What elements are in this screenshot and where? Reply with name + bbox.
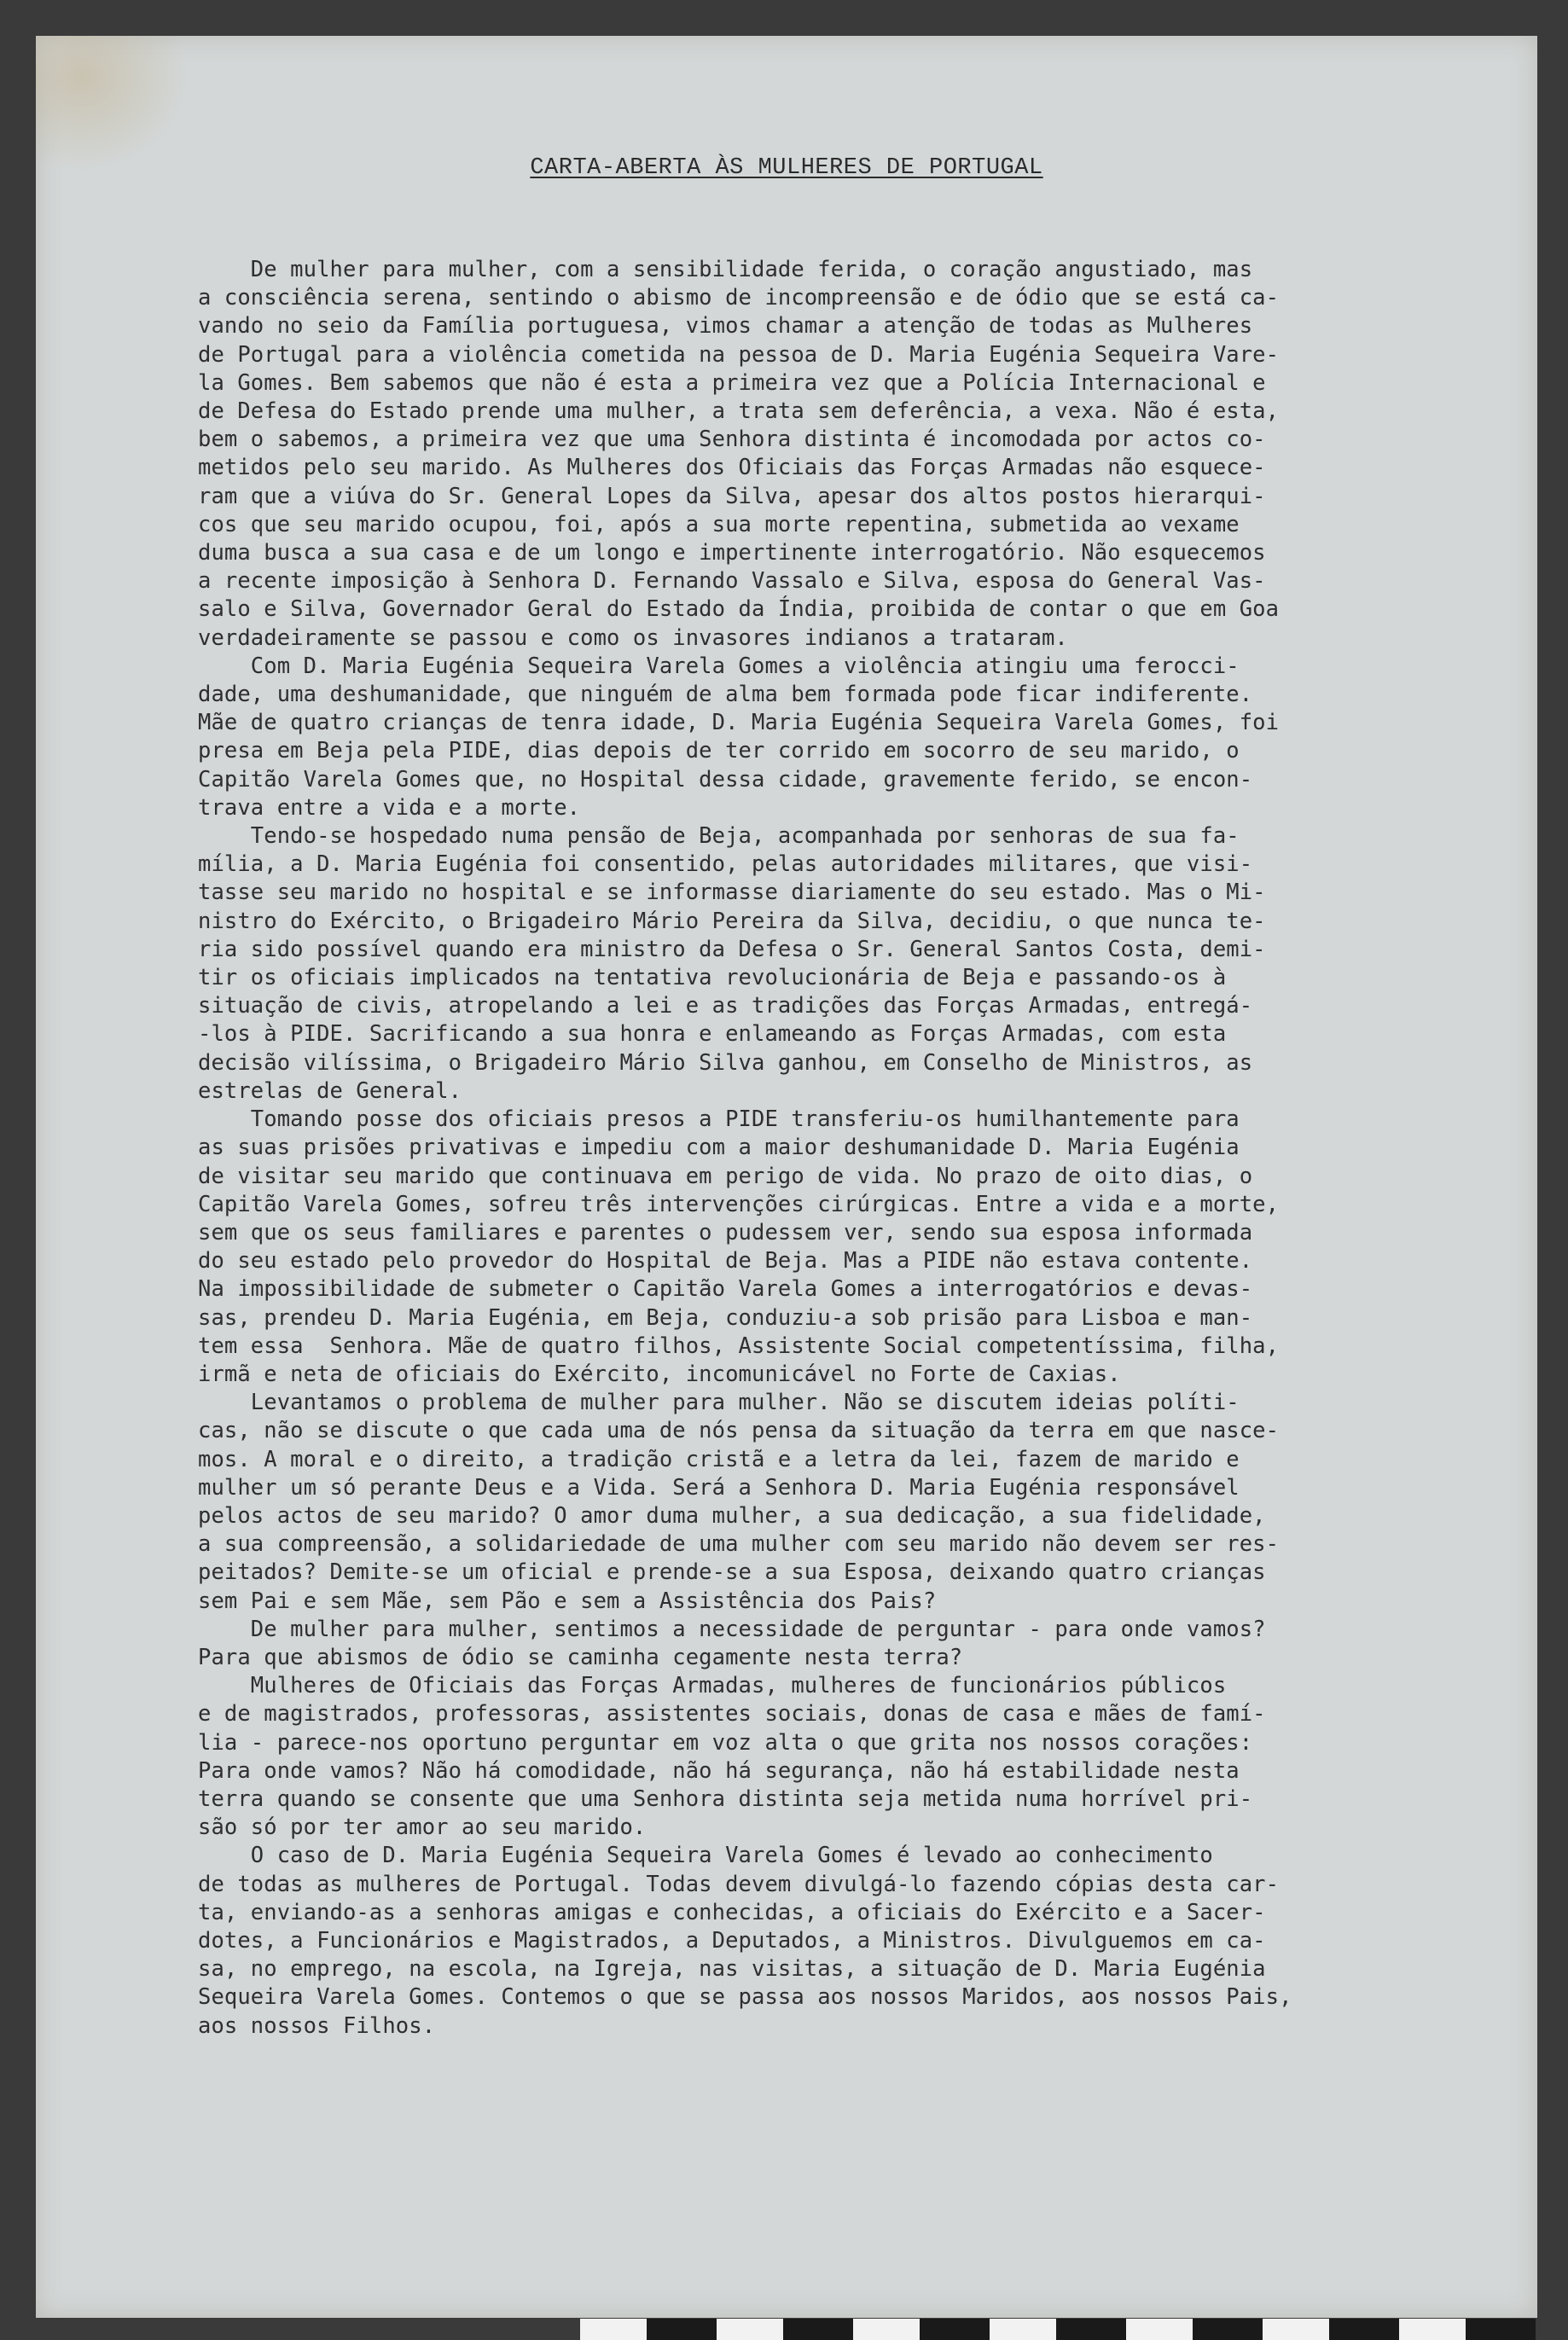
text-line: De mulher para mulher, sentimos a necessidade de perguntar - para onde vamos? bbox=[198, 1616, 1266, 1642]
text-line: Sequeira Varela Gomes. Contemos o que se passa aos nossos Maridos, aos nossos Pais, bbox=[198, 1984, 1292, 2011]
text-line: Tomando posse dos oficiais presos a PIDE transferiu-os humilhantemente para bbox=[198, 1106, 1240, 1133]
text-line: ta, enviando-as a senhoras amigas e conhecidas, a oficiais do Exército e a Sacer- bbox=[198, 1899, 1266, 1925]
text-line: Capitão Varela Gomes que, no Hospital dessa cidade, gravemente ferido, se encon- bbox=[198, 766, 1253, 793]
text-line: presa em Beja pela PIDE, dias depois de ter corrido em socorro de seu marido, o bbox=[198, 738, 1240, 764]
text-line: a sua compreensão, a solidariedade de uma mulher com seu marido não devem ser res- bbox=[198, 1531, 1280, 1558]
text-line: a recente imposição à Senhora D. Fernando Vassalo e Silva, esposa do General Vas- bbox=[198, 568, 1266, 595]
document-page bbox=[36, 36, 1537, 2318]
text-line: bem o sabemos, a primeira vez que uma Senhora distinta é incomodada por actos co- bbox=[198, 427, 1266, 453]
text-line: de Portugal para a violência cometida na pessoa de D. Maria Eugénia Sequeira Vare- bbox=[198, 341, 1280, 368]
text-line: Tendo-se hospedado numa pensão de Beja, acompanhada por senhoras de sua fa- bbox=[198, 823, 1240, 850]
text-line: aos nossos Filhos. bbox=[198, 2012, 436, 2039]
text-line: sa, no emprego, na escola, na Igreja, nas visitas, a situação de D. Maria Eugénia bbox=[198, 1956, 1266, 1983]
text-line: dotes, a Funcionários e Magistrados, a Deputados, a Ministros. Divulguemos em ca- bbox=[198, 1927, 1266, 1954]
text-line: ram que a viúva do Sr. General Lopes da Silva, apesar dos altos postos hierarqui- bbox=[198, 483, 1266, 509]
text-line: tem essa Senhora. Mãe de quatro filhos, Assistente Social competentíssima, filha, bbox=[198, 1333, 1280, 1359]
text-line: nistro do Exército, o Brigadeiro Mário Pereira da Silva, decidiu, o que nunca te- bbox=[198, 908, 1266, 934]
text-line: tir os oficiais implicados na tentativa revolucionária de Beja e passando-os à bbox=[198, 965, 1227, 991]
text-line: sas, prendeu D. Maria Eugénia, em Beja, conduziu-a sob prisão para Lisboa e man- bbox=[198, 1304, 1253, 1331]
text-line: Na impossibilidade de submeter o Capitão Varela Gomes a interrogatórios e devas- bbox=[198, 1276, 1253, 1303]
document-body bbox=[198, 256, 1478, 2041]
text-line: Para que abismos de ódio se caminha cegamente nesta terra? bbox=[198, 1644, 963, 1670]
text-line: duma busca a sua casa e de um longo e impertinente interrogatório. Não esquecemos bbox=[198, 540, 1266, 566]
text-line: de visitar seu marido que continuava em perigo de vida. No prazo de oito dias, o bbox=[198, 1163, 1253, 1189]
text-line: de Defesa do Estado prende uma mulher, a trata sem deferência, a vexa. Não é esta, bbox=[198, 398, 1280, 425]
text-line: Com D. Maria Eugénia Sequeira Varela Gomes a violência atingiu uma ferocci- bbox=[198, 653, 1240, 679]
text-line: mulher um só perante Deus e a Vida. Será a Senhora D. Maria Eugénia responsável bbox=[198, 1474, 1240, 1501]
text-line: la Gomes. Bem sabemos que não é esta a primeira vez que a Polícia Internacional e bbox=[198, 369, 1266, 396]
text-line: cas, não se discute o que cada uma de nós pensa da situação da terra em que nasce- bbox=[198, 1418, 1280, 1444]
text-line: ria sido possível quando era ministro da Defesa o Sr. General Santos Costa, demi- bbox=[198, 936, 1266, 962]
text-line: são só por ter amor ao seu marido. bbox=[198, 1815, 647, 1841]
text-line: mília, a D. Maria Eugénia foi consentido, pelas autoridades militares, que visi- bbox=[198, 851, 1253, 878]
text-line: mos. A moral e o direito, a tradição cristã e a letra da lei, fazem de marido e bbox=[198, 1446, 1240, 1472]
text-line: metidos pelo seu marido. As Mulheres dos Oficiais das Forças Armadas não esquece- bbox=[198, 455, 1266, 481]
text-line: do seu estado pelo provedor do Hospital de Beja. Mas a PIDE não estava contente. bbox=[198, 1248, 1253, 1275]
text-line: vando no seio da Família portuguesa, vimos chamar a atenção de todas as Mulheres bbox=[198, 313, 1253, 340]
text-line: decisão vilíssima, o Brigadeiro Mário Silva ganhou, em Conselho de Ministros, as bbox=[198, 1049, 1253, 1076]
scale-ruler bbox=[580, 2319, 1536, 2340]
text-line: irmã e neta de oficiais do Exército, incomunicável no Forte de Caxias. bbox=[198, 1361, 1121, 1387]
document-title-text: CARTA-ABERTA ÀS MULHERES DE PORTUGAL bbox=[530, 155, 1043, 181]
text-line: e de magistrados, professoras, assistentes sociais, donas de casa e mães de famí- bbox=[198, 1701, 1266, 1727]
text-line: sem Pai e sem Mãe, sem Pão e sem a Assistência dos Pais? bbox=[198, 1588, 937, 1614]
text-line: cos que seu marido ocupou, foi, após a sua morte repentina, submetida ao vexame bbox=[198, 511, 1240, 537]
text-line: terra quando se consente que uma Senhora distinta seja metida numa horrível pri- bbox=[198, 1785, 1253, 1812]
text-line: Levantamos o problema de mulher para mulher. Não se discutem ideias políti- bbox=[198, 1390, 1240, 1416]
text-line: situação de civis, atropelando a lei e as tradições das Forças Armadas, entregá- bbox=[198, 993, 1253, 1019]
document-title bbox=[36, 155, 1537, 181]
text-line: verdadeiramente se passou e como os invasores indianos a trataram. bbox=[198, 624, 1068, 651]
text-line: estrelas de General. bbox=[198, 1077, 462, 1104]
text-line: De mulher para mulher, com a sensibilidade ferida, o coração angustiado, mas bbox=[198, 257, 1253, 282]
text-line: pelos actos de seu marido? O amor duma mulher, a sua dedicação, a sua fidelidade, bbox=[198, 1502, 1266, 1529]
text-line: dade, uma deshumanidade, que ninguém de alma bem formada pode ficar indiferente. bbox=[198, 682, 1253, 708]
text-line: Para onde vamos? Não há comodidade, não há segurança, não há estabilidade nesta bbox=[198, 1757, 1240, 1784]
text-line: peitados? Demite-se um oficial e prende-se a sua Esposa, deixando quatro crianças bbox=[198, 1559, 1266, 1586]
text-line: tasse seu marido no hospital e se informasse diariamente do seu estado. Mas o Mi- bbox=[198, 880, 1266, 906]
text-line: trava entre a vida e a morte. bbox=[198, 794, 581, 821]
text-line: lia - parece-nos oportuno perguntar em voz alta o que grita nos nossos corações: bbox=[198, 1729, 1253, 1756]
text-line: as suas prisões privativas e impediu com a maior deshumanidade D. Maria Eugénia bbox=[198, 1135, 1240, 1161]
text-line: Capitão Varela Gomes, sofreu três intervenções cirúrgicas. Entre a vida e a morte, bbox=[198, 1191, 1280, 1217]
text-line: salo e Silva, Governador Geral do Estado da Índia, proibida de contar o que em Goa bbox=[198, 596, 1280, 623]
text-line: -los à PIDE. Sacrificando a sua honra e enlameando as Forças Armadas, com esta bbox=[198, 1021, 1227, 1048]
text-line: a consciência serena, sentindo o abismo de incompreensão e de ódio que se está ca- bbox=[198, 285, 1280, 311]
text-line: Mulheres de Oficiais das Forças Armadas, mulheres de funcionários públicos bbox=[198, 1673, 1227, 1699]
text-line: de todas as mulheres de Portugal. Todas devem divulgá-lo fazendo cópias desta car- bbox=[198, 1871, 1280, 1897]
text-line: sem que os seus familiares e parentes o pudessem ver, sendo sua esposa informada bbox=[198, 1219, 1253, 1245]
text-line: O caso de D. Maria Eugénia Sequeira Varela Gomes é levado ao conhecimento bbox=[198, 1843, 1213, 1869]
text-line: Mãe de quatro crianças de tenra idade, D. Maria Eugénia Sequeira Varela Gomes, foi bbox=[198, 710, 1280, 736]
